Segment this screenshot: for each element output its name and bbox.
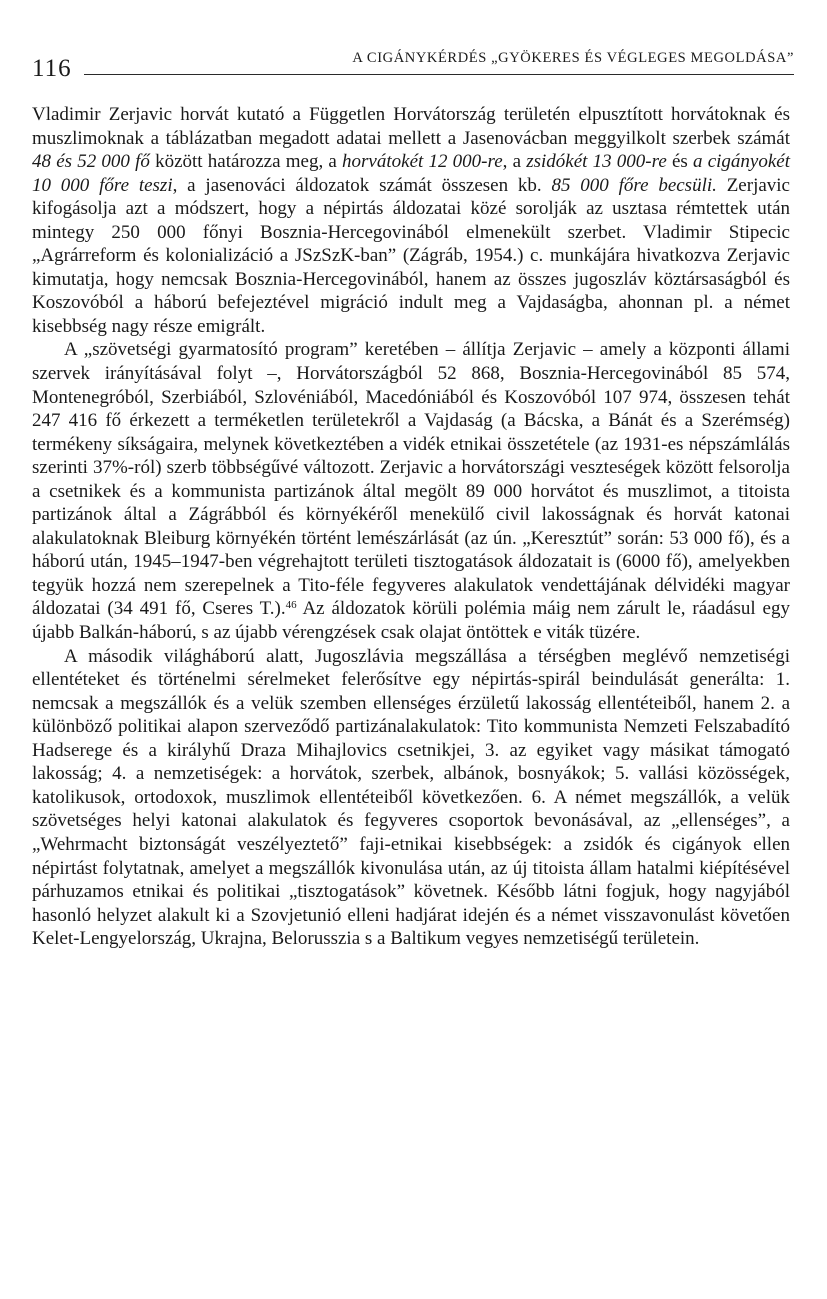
footnote-ref: 46 xyxy=(285,599,297,612)
text-run: Zerjavic kifogásolja azt a módszert, hogy a népirtás áldozatai közé sorolják az usztasa rémtettek után mintegy 250 000 főnyi Bosznia-Hercegovinából elmenekült szerbet. Vladimir Stipecic „Agrárreform és kolonializáció a JSzSzK-ban” (Zágráb, 1954.) c. munkájára hivatkozva Zerjavic kimutatja, hogy nemcsak Bosznia-Hercegovinából, hanem az összes jugoszláv köztársaságból és Koszovóból a háború befejeztével migráció indult meg a Vajdaságba, ahonnan pl. a német kisebbség nagy része emigrált. xyxy=(32,174,790,337)
text-run: között határozza meg, a xyxy=(149,151,343,173)
text-run: A második világháború alatt, Jugoszlávia megszállása a térségben meglévő nemzetiségi ellentéteket és történelmi sérelmeket felerősítve egy népirtás-spirál beindulását generálta: 1. nemcsak a megszállók és a velük szemben ellenséges érzületű lakosság ellentéteiből, hanem 2. a különböző politikai alapon szerveződő partizánalakulatok: Tito kommunista Nemzeti Felszabadító Hadserege és a királyhű Draza Mihajlovics csetnikjei, 3. az egyiket vagy másikat támogató lakosság; 4. a nemzetiségek: a horvátok, szerbek, albánok, bosnyákok; 5. vallási közösségek, katolikusok, ortodoxok, muszlimok ellentéteiből következően. 6. A német megszállók, a velük szövetséges helyi katonai alakulatok és fegyveres csoportok bevonásával, az „ellenséges”, a „Wehrmacht biztonságát veszélyeztető” faji-etnikai kisebbségek: a zsidók és cigányok ellen népirtást folytatnak, amelyet a megszállók kivonulása után, az új titoista állam hatalmi kiépítésével párhuzamos etnikai és politikai „tisztogatások” követnek. Később látni fogjuk, hogy nagyjából hasonló helyzet alakult ki a Szovjetunió elleni hadjárat idején és a német visszavonulást követően Kelet-Lengyelország, Ukrajna, Belorusszia s a Baltikum vegyes nemzetiségű területein. xyxy=(32,645,790,950)
italic-text: 48 és 52 000 fő xyxy=(32,151,150,173)
italic-text: horvátokét 12 000-re xyxy=(342,151,503,173)
page-header xyxy=(32,48,794,88)
italic-text: a cigányokét 10 000 főre teszi xyxy=(32,151,790,196)
paragraph-1 xyxy=(32,103,790,338)
italic-text: zsidókét 13 000-re xyxy=(526,151,667,173)
page-number: 116 xyxy=(32,55,72,82)
paragraph-2 xyxy=(32,338,790,644)
text-run: és xyxy=(666,151,693,173)
text-run: Vladimir Zerjavic horvát kutató a Független Horvátország területén elpusztított horvátoknak és muszlimoknak a táblázatban megadott adatai mellett a Jasenovácban meggyilkolt szerbek számát xyxy=(32,104,790,149)
paragraph-3 xyxy=(32,645,790,951)
running-title: A CIGÁNYKÉRDÉS „GYÖKERES ÉS VÉGLEGES MEGOLDÁSA” xyxy=(352,50,794,66)
italic-text: 85 000 főre becsüli. xyxy=(551,174,717,196)
body-text xyxy=(32,103,790,951)
text-run: , a xyxy=(502,151,527,173)
text-run: Az áldozatok körüli polémia máig nem zárult le, ráadásul egy újabb Balkán-háború, s az újabb vérengzések csak olajat öntöttek e viták tüzére. xyxy=(32,598,790,644)
text-run: , a jasenováci áldozatok számát összesen kb. xyxy=(172,174,552,196)
header-rule xyxy=(84,74,794,75)
text-run: A „szövetségi gyarmatosító program” keretében – állítja Zerjavic – amely a központi állami szervek irányításával folyt –, Horvátországból 52 868, Bosznia-Hercegovinából 85 574, Montenegróból, Szerbiából, Szlovéniából, Macedóniából és Koszovóból 107 974, összesen tehát 247 416 fő érkezett a terméketlen területekről a Vajdaság (a Bácska, a Bánát és a Szerémség) termékeny síkságaira, melynek következtében a vidék etnikai összetétele (az 1931-es népszámlálás szerinti 37%-ról) szerb többségűvé változott. Zerjavic a horvátországi veszteségek között felsorolja a csetnikek és a kommunista partizánok által megölt 89 000 horvátot és muszlimot, a titoista partizánok által a Zágrábból és környékéről menekülő civil lakosságnak és horvát katonai alakulatoknak Bleiburg környékén történt lemészárlását (az ún. „Keresztút” során: 53 000 fő), és a háború után, 1945–1947-ben végrehajtott területi tisztogatások áldozatait is (6000 fő), amelyekben tegyük hozzá nem szerepelnek a Tito-féle fegyveres alakulatok vendettájának délvidéki magyar áldozatai (34 491 fő, Cseres T.). xyxy=(32,339,790,620)
